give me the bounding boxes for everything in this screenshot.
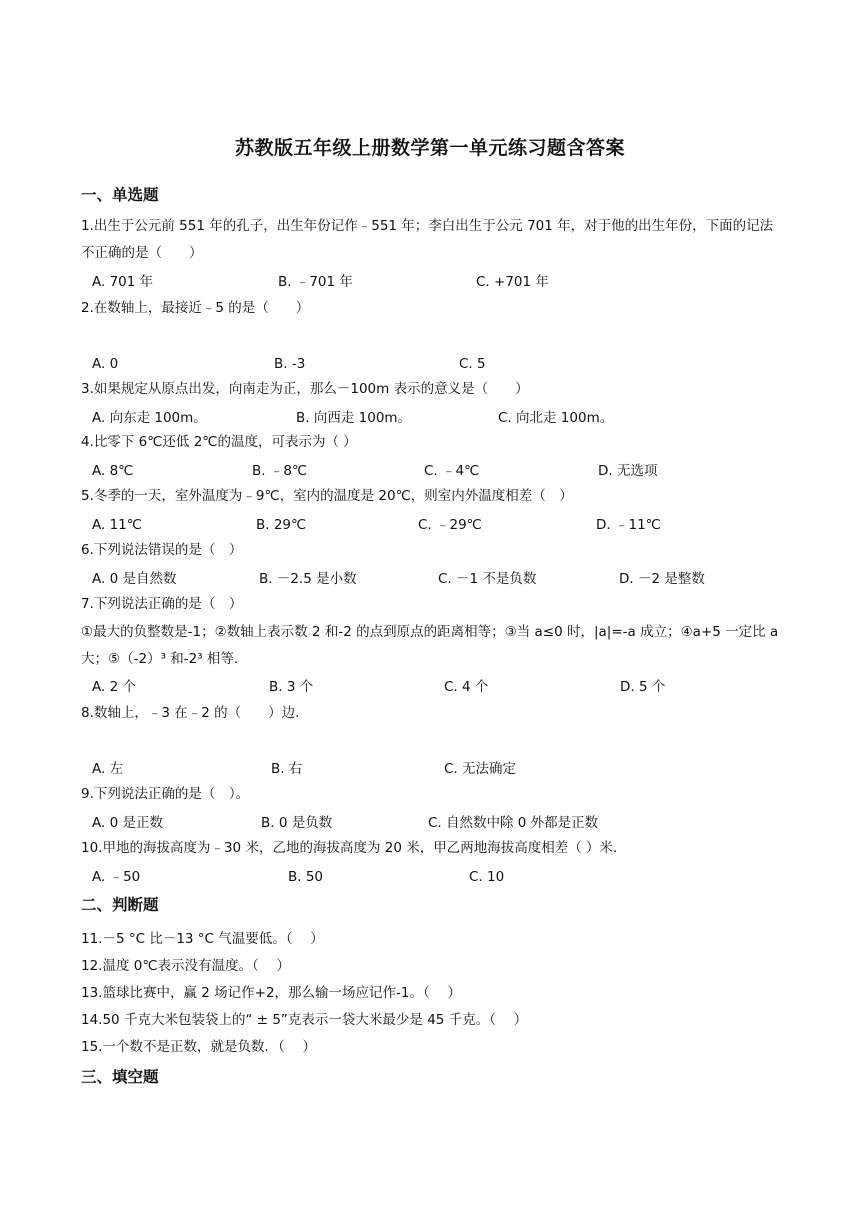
question-13: 13.篮球比赛中，赢 2 场记作+2，那么输一场应记作-1。（ ） [81, 985, 462, 1001]
question-7-statements: ①最大的负整数是-1；②数轴上表示数 2 和-2 的点到原点的距离相等；③当 a≤0 时，|a|=-a 成立；④a+5 一定比 a 大；⑤（-2）³ 和-2³ 相等. [81, 624, 779, 667]
question-3-option-a: A. 向东走 100m。 [92, 410, 207, 426]
question-7-option-d: D. 5 个 [620, 679, 666, 695]
question-6-option-d: D. －2 是整数 [619, 571, 705, 587]
question-7-option-c: C. 4 个 [444, 679, 489, 695]
question-10-option-c: C. 10 [469, 869, 505, 885]
question-10-option-b: B. 50 [288, 869, 324, 885]
question-4-option-d: D. 无选项 [598, 463, 658, 479]
question-2-option-b: B. -3 [274, 356, 306, 372]
question-2-stem: 2.在数轴上，最接近﹣5 的是（ ） [81, 300, 310, 316]
question-4-stem: 4.比零下 6℃还低 2℃的温度，可表示为（ ） [81, 434, 357, 450]
question-11: 11.－5 °C 比－13 °C 气温要低。（ ） [81, 931, 324, 947]
question-2-option-c: C. 5 [459, 356, 486, 372]
question-3-option-c: C. 向北走 100m。 [498, 410, 614, 426]
question-1-option-a: A. 701 年 [92, 274, 154, 290]
question-15: 15.一个数不是正数，就是负数．（ ） [81, 1039, 317, 1055]
question-9-option-b: B. 0 是负数 [261, 815, 333, 831]
question-5-stem: 5.冬季的一天，室外温度为﹣9℃，室内的温度是 20℃，则室内外温度相差（ ） [81, 488, 573, 504]
section-heading-fill-blank: 三、填空题 [81, 1068, 159, 1086]
question-5-option-a: A. 11℃ [92, 517, 142, 533]
question-7-stem: 7.下列说法正确的是（ ） [81, 596, 243, 612]
question-7-option-b: B. 3 个 [269, 679, 314, 695]
question-1-option-c: C. +701 年 [476, 274, 549, 290]
question-8-option-a: A. 左 [92, 761, 124, 777]
question-6-stem: 6.下列说法错误的是（ ） [81, 542, 243, 558]
question-4-option-a: A. 8℃ [92, 463, 134, 479]
question-12: 12.温度 0℃表示没有温度。（ ） [81, 958, 291, 974]
question-3-stem: 3.如果规定从原点出发，向南走为正，那么－100m 表示的意义是（ ） [81, 381, 529, 397]
question-8-option-c: C. 无法确定 [444, 761, 517, 777]
question-8-option-b: B. 右 [271, 761, 303, 777]
question-8-stem: 8.数轴上，﹣3 在﹣2 的（ ）边. [81, 705, 300, 721]
question-9-stem: 9.下列说法正确的是（ ）。 [81, 786, 250, 802]
question-9-option-a: A. 0 是正数 [92, 815, 163, 831]
question-1-stem: 1.出生于公元前 551 年的孔子，出生年份记作﹣551 年；李白出生于公元 701 年，对于他的出生年份，下面的记法不正确的是（ ） [81, 218, 774, 261]
question-1-option-b: B. ﹣701 年 [278, 274, 353, 290]
section-heading-single-choice: 一、单选题 [81, 186, 159, 204]
question-5-option-c: C. ﹣29℃ [418, 517, 482, 533]
section-heading-true-false: 二、判断题 [81, 896, 159, 914]
question-6-option-a: A. 0 是自然数 [92, 571, 177, 587]
question-10-option-a: A. ﹣50 [92, 869, 141, 885]
question-10-stem: 10.甲地的海拔高度为﹣30 米，乙地的海拔高度为 20 米，甲乙两地海拔高度相差（ ）米. [81, 840, 618, 856]
page-title: 苏教版五年级上册数学第一单元练习题含答案 [234, 137, 625, 159]
question-6-option-b: B. －2.5 是小数 [259, 571, 357, 587]
question-4-option-b: B. ﹣8℃ [252, 463, 308, 479]
question-9-option-c: C. 自然数中除 0 外都是正数 [428, 815, 599, 831]
question-14: 14.50 千克大米包装袋上的“ ± 5”克表示一袋大米最少是 45 千克。（ ） [81, 1012, 528, 1028]
question-3-option-b: B. 向西走 100m。 [296, 410, 412, 426]
question-7-option-a: A. 2 个 [92, 679, 136, 695]
question-4-option-c: C. ﹣4℃ [424, 463, 480, 479]
question-5-option-b: B. 29℃ [256, 517, 307, 533]
question-6-option-c: C. －1 不是负数 [438, 571, 537, 587]
question-5-option-d: D. ﹣11℃ [596, 517, 661, 533]
question-2-option-a: A. 0 [92, 356, 119, 372]
